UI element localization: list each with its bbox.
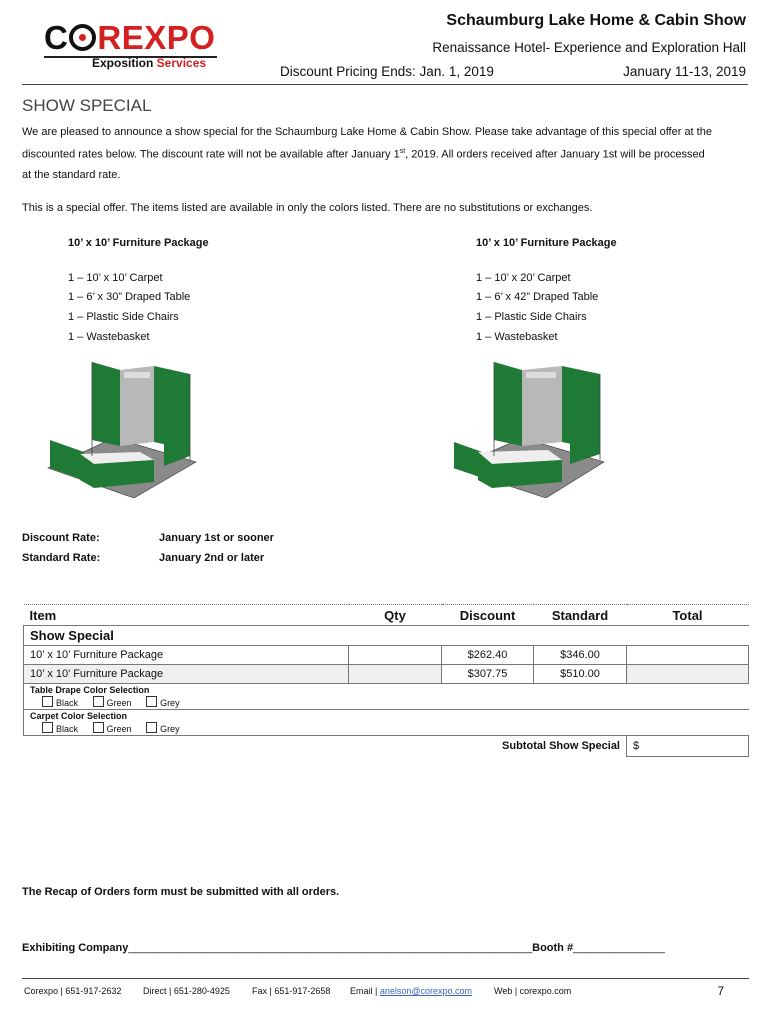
- show-title: Schaumburg Lake Home & Cabin Show: [446, 12, 746, 29]
- booth-label: Booth #: [532, 942, 574, 954]
- option-label: Black: [56, 724, 79, 734]
- standard-rate-label: Standard Rate:: [22, 552, 101, 564]
- table-row: [24, 665, 749, 684]
- logo-target-icon: [69, 24, 96, 51]
- column-header: Standard: [534, 605, 627, 626]
- item-cell: 10’ x 10’ Furniture Package: [24, 646, 349, 665]
- recap-note: The Recap of Orders form must be submitted with all orders.: [22, 886, 340, 898]
- option-label: Grey: [160, 724, 180, 734]
- logo-text-expo: EXPO: [121, 19, 216, 56]
- checkbox-drape-grey[interactable]: [146, 696, 157, 707]
- package-item: 1 – Wastebasket: [476, 330, 558, 343]
- package-item: 1 – Plastic Side Chairs: [68, 311, 179, 324]
- checkbox-carpet-black[interactable]: [42, 722, 53, 733]
- intro-paragraph: [22, 122, 750, 185]
- email-label: Email |: [350, 986, 380, 996]
- section-title: SHOW SPECIAL: [22, 96, 152, 115]
- show-dates: January 11-13, 2019: [623, 64, 746, 79]
- qty-field[interactable]: [349, 665, 442, 684]
- intro-line-2a: discounted rates below. The discount rate will not be available after January 1: [22, 148, 400, 161]
- package-item: 1 – Wastebasket: [68, 330, 150, 343]
- checkbox-drape-black[interactable]: [42, 696, 53, 707]
- company-label: Exhibiting Company: [22, 942, 129, 954]
- footer-fax: Fax | 651-917-2658: [252, 986, 331, 996]
- table-drape-color-cell: [24, 684, 749, 710]
- subtotal-row: [24, 736, 749, 757]
- table-row: [24, 646, 749, 665]
- footer-web: Web | corexpo.com: [494, 986, 572, 996]
- standard-price: $510.00: [534, 665, 627, 684]
- item-cell: 10’ x 10’ Furniture Package: [24, 665, 349, 684]
- discount-rate-label: Discount Rate:: [22, 532, 100, 544]
- package-right: [476, 234, 617, 348]
- package-item: 1 – 10’ x 10’ Carpet: [68, 271, 163, 284]
- discount-deadline: Discount Pricing Ends: Jan. 1, 2019: [280, 64, 494, 79]
- company-field[interactable]: __________________________________________________________________: [128, 942, 533, 954]
- table-header-row: [24, 605, 749, 626]
- group-label: Show Special: [24, 626, 749, 646]
- standard-price: $346.00: [534, 646, 627, 665]
- column-header: Item: [24, 605, 349, 626]
- corexpo-logo: [44, 20, 215, 56]
- intro-line-3: at the standard rate.: [22, 168, 121, 181]
- package-item: 1 – 6’ x 42” Draped Table: [476, 291, 599, 304]
- order-table: [23, 604, 749, 757]
- package-item: 1 – Plastic Side Chairs: [476, 311, 587, 324]
- group-row: [24, 626, 749, 646]
- booth-field[interactable]: _______________: [573, 942, 665, 954]
- booth-10x10-illustration: [44, 356, 204, 498]
- option-label: Green: [106, 724, 132, 734]
- subtotal-field[interactable]: $: [627, 736, 749, 757]
- option-label: Grey: [160, 698, 180, 708]
- intro-line-2: [22, 142, 750, 165]
- page-number: 7: [717, 984, 724, 998]
- table-drape-label: Table Drape Color Selection: [30, 685, 150, 695]
- option-label: Green: [106, 698, 132, 708]
- logo-sub-services: Services: [156, 56, 207, 70]
- column-header: Total: [627, 605, 749, 626]
- email-link[interactable]: anelson@corexpo.com: [379, 986, 473, 996]
- package-item: 1 – 6’ x 30” Draped Table: [68, 291, 191, 304]
- header-divider: [22, 84, 748, 85]
- footer-direct: Direct | 651-280-4925: [143, 986, 230, 996]
- table-drape-color-row: [24, 684, 749, 710]
- intro-superscript: st: [399, 148, 406, 155]
- footer-email: [350, 986, 472, 996]
- carpet-color-row: [24, 710, 749, 736]
- checkbox-drape-green[interactable]: [93, 696, 104, 707]
- carpet-label: Carpet Color Selection: [30, 711, 128, 721]
- intro-line-1: We are pleased to announce a show special for the Schaumburg Lake Home & Cabin Show. Please take advantage of this special offer at the: [22, 126, 712, 138]
- intro-line-2b: , 2019. All orders received after January 1st will be processed: [405, 148, 705, 161]
- venue: Renaissance Hotel- Experience and Exploration Hall: [432, 40, 746, 55]
- total-field[interactable]: [627, 665, 749, 684]
- checkbox-carpet-green[interactable]: [93, 722, 104, 733]
- footer-divider: [22, 978, 749, 979]
- exhibiting-line: [22, 942, 665, 954]
- booth-10x20-illustration: [450, 356, 610, 498]
- logo-text-r: R: [97, 19, 122, 56]
- checkbox-carpet-grey[interactable]: [146, 722, 157, 733]
- discount-rate-value: January 1st or sooner: [159, 532, 274, 544]
- logo-sub-exposition: Exposition: [92, 56, 157, 70]
- logo-text-c: C: [44, 19, 69, 56]
- package-heading: 10’ x 10’ Furniture Package: [68, 237, 209, 249]
- package-left: [68, 234, 209, 348]
- qty-field[interactable]: [349, 646, 442, 665]
- carpet-color-cell: [24, 710, 749, 736]
- discount-price: $307.75: [442, 665, 534, 684]
- column-header: Discount: [442, 605, 534, 626]
- package-heading: 10’ x 10’ Furniture Package: [476, 237, 617, 249]
- total-field[interactable]: [627, 646, 749, 665]
- column-header: Qty: [349, 605, 442, 626]
- option-label: Black: [56, 698, 79, 708]
- footer-phone: Corexpo | 651-917-2632: [24, 986, 122, 996]
- logo-subtitle: [92, 56, 206, 70]
- standard-rate-value: January 2nd or later: [159, 552, 265, 564]
- special-note: This is a special offer. The items listed are available in only the colors listed. There are no substitutions or exchanges.: [22, 202, 593, 214]
- subtotal-label: Subtotal Show Special: [502, 740, 620, 752]
- discount-price: $262.40: [442, 646, 534, 665]
- package-item: 1 – 10’ x 20’ Carpet: [476, 271, 571, 284]
